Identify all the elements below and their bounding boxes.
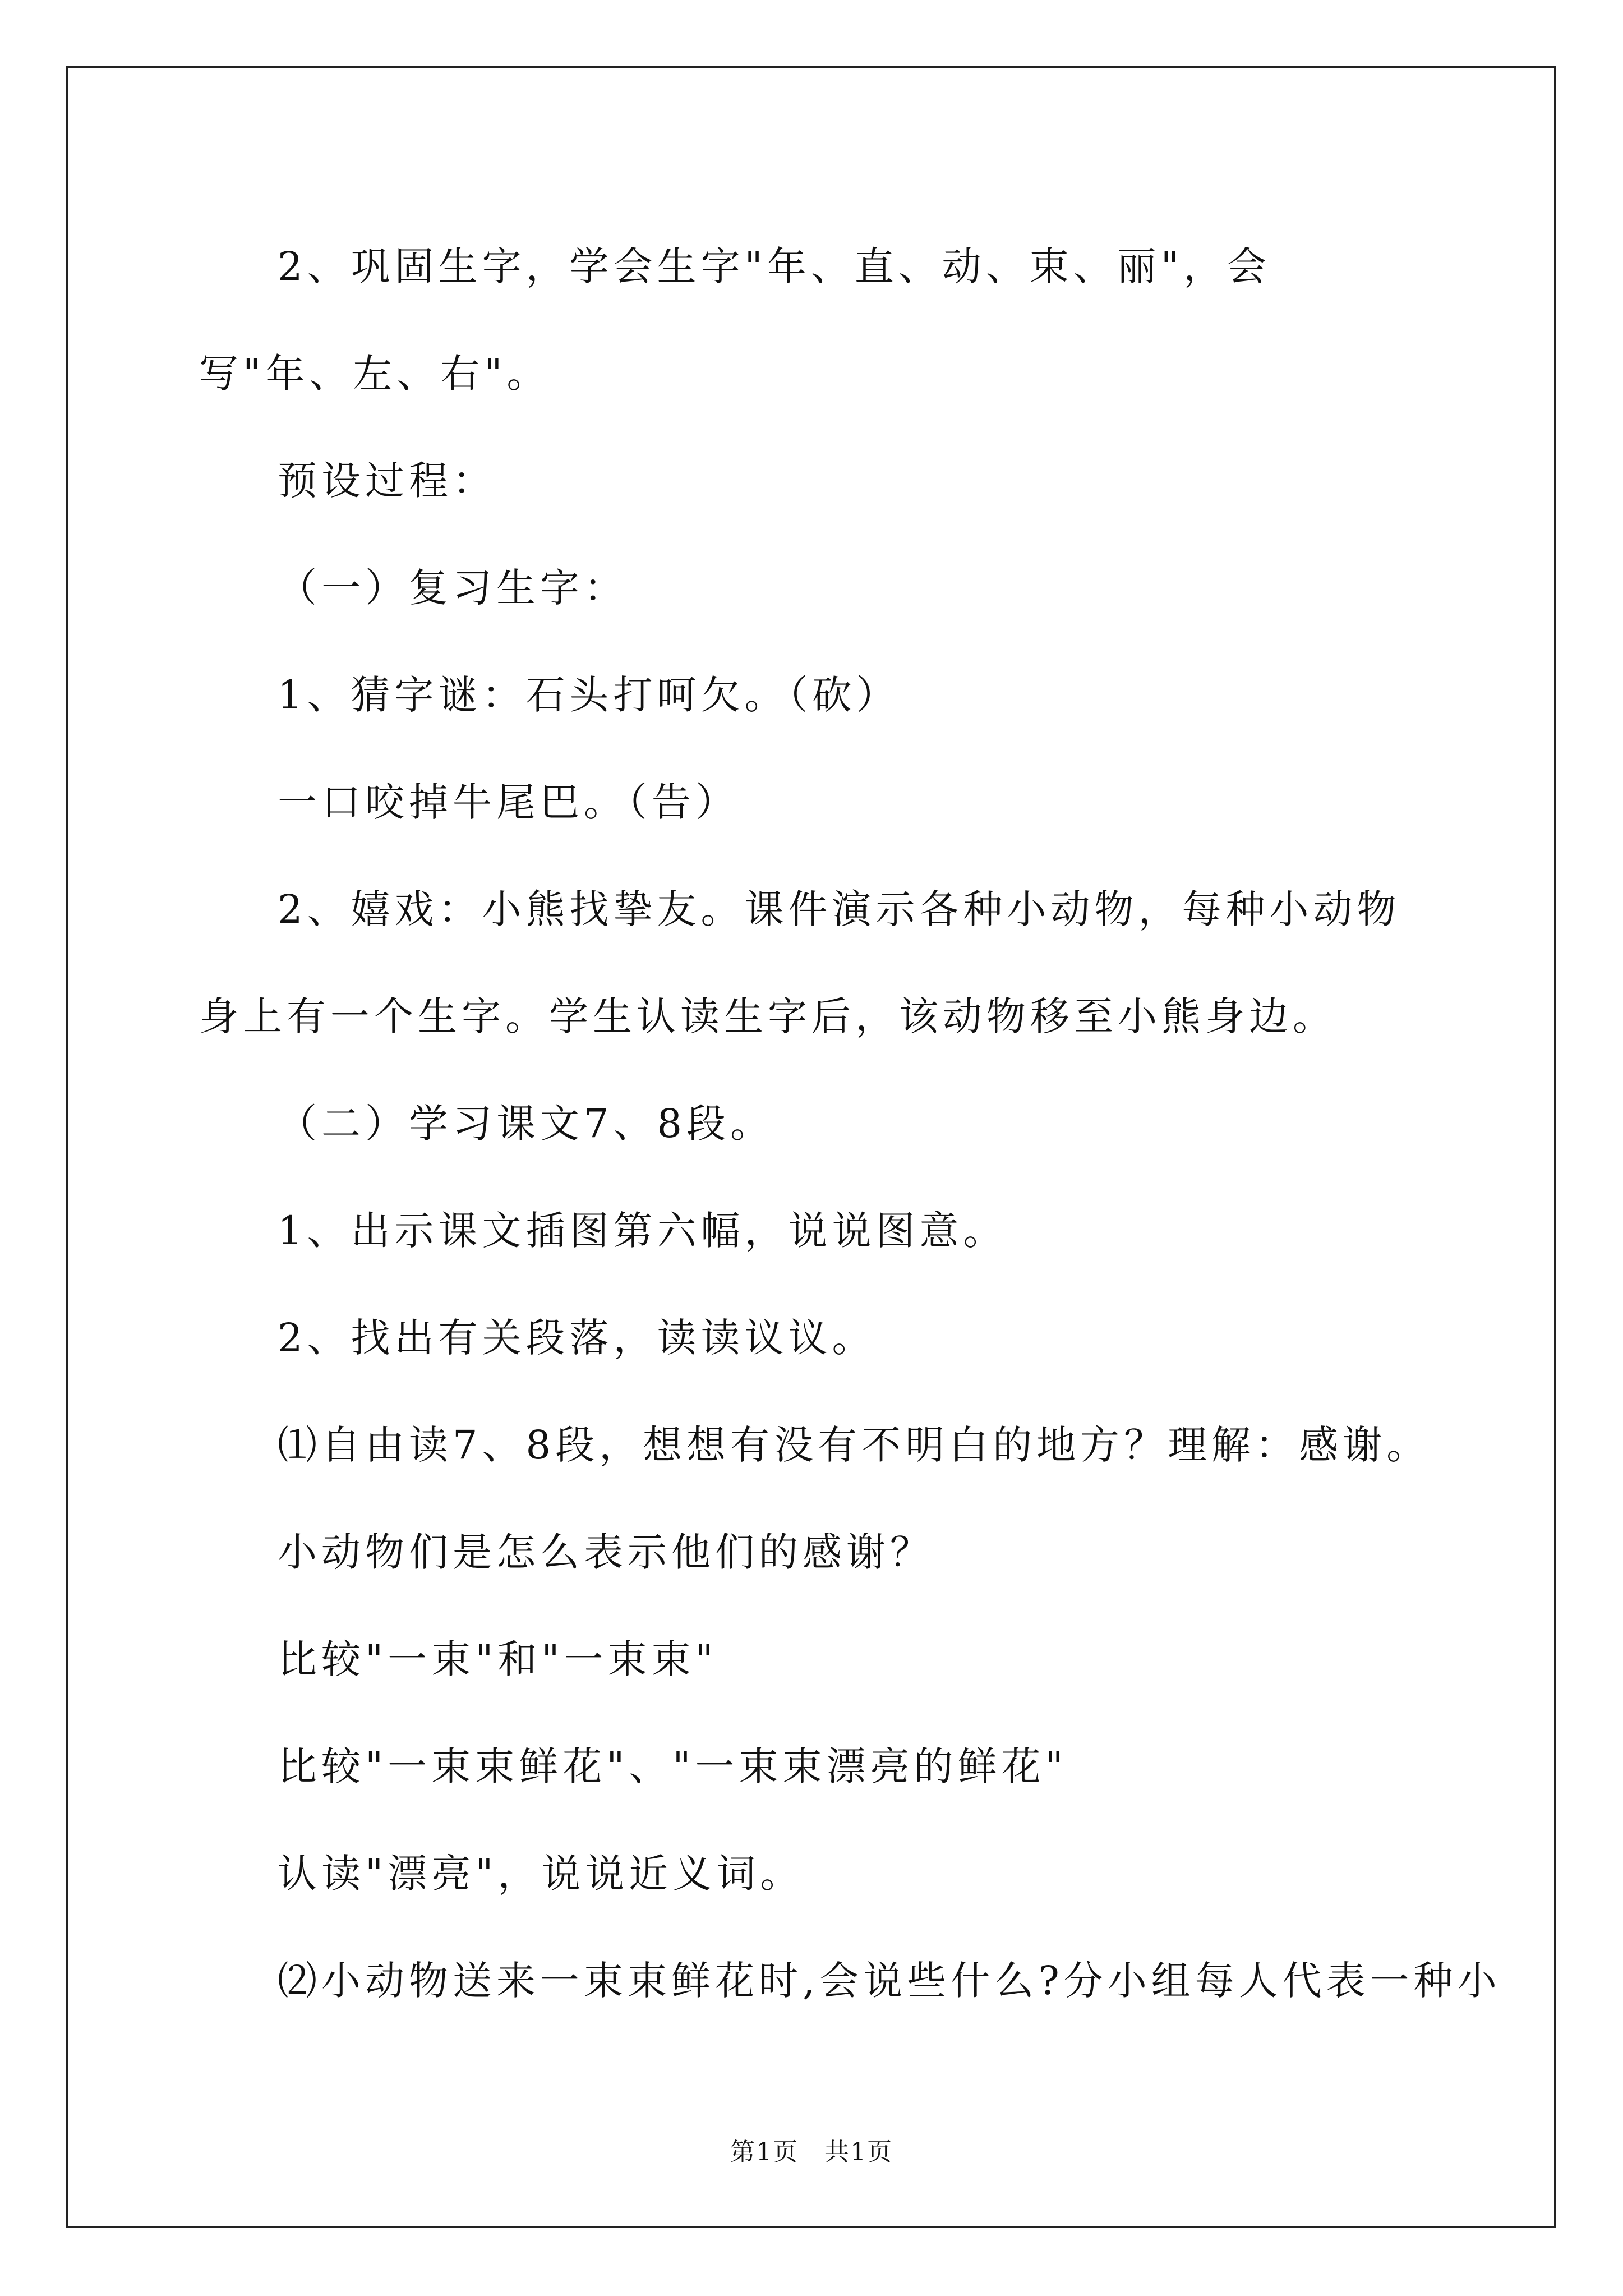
paragraph-question: 小动物们是怎么表示他们的感谢？	[278, 1529, 934, 1575]
paragraph-heading-process: 预设过程：	[278, 458, 496, 504]
paragraph-step-1: 1、出示课文插图第六幅，说说图意。	[278, 1208, 1007, 1254]
paragraph-riddle-1: 1、猜字谜：石头打呵欠。（砍）	[278, 672, 900, 718]
page-footer: 第1页 共1页	[730, 2138, 893, 2166]
paragraph-riddle-2: 一口咬掉牛尾巴。（告）	[278, 779, 739, 825]
document-body	[199, 213, 1501, 2035]
paragraph-game: 2、嬉戏：小熊找挚友。课件演示各种小动物，每种小动物身上有一个生字。学生认读生字后，该动物移至小熊身边。	[199, 886, 1401, 1039]
paragraph-substep-1: ⑴自由读7、8段，想想有没有不明白的地方？理解：感谢。	[278, 1422, 1431, 1468]
paragraph-substep-2: ⑵小动物送来一束束鲜花时,会说些什么?分小组每人代表一种小	[278, 1958, 1501, 2004]
paragraph-section-1: （一）复习生字：	[278, 565, 628, 611]
paragraph-read-word: 认读"漂亮"，说说近义词。	[278, 1851, 804, 1897]
paragraph-compare-2: 比较"一束束鲜花"、"一束束漂亮的鲜花"	[278, 1743, 1068, 1789]
paragraph-step-2: 2、找出有关段落，读读议议。	[278, 1315, 876, 1361]
paragraph-compare-1: 比较"一束"和"一束束"	[278, 1636, 718, 1682]
paragraph-section-2: （二）学习课文7、8段。	[278, 1101, 774, 1147]
paragraph-objective-2: 2、巩固生字，学会生字"年、直、动、束、丽"，会写"年、左、右"。	[199, 243, 1271, 397]
